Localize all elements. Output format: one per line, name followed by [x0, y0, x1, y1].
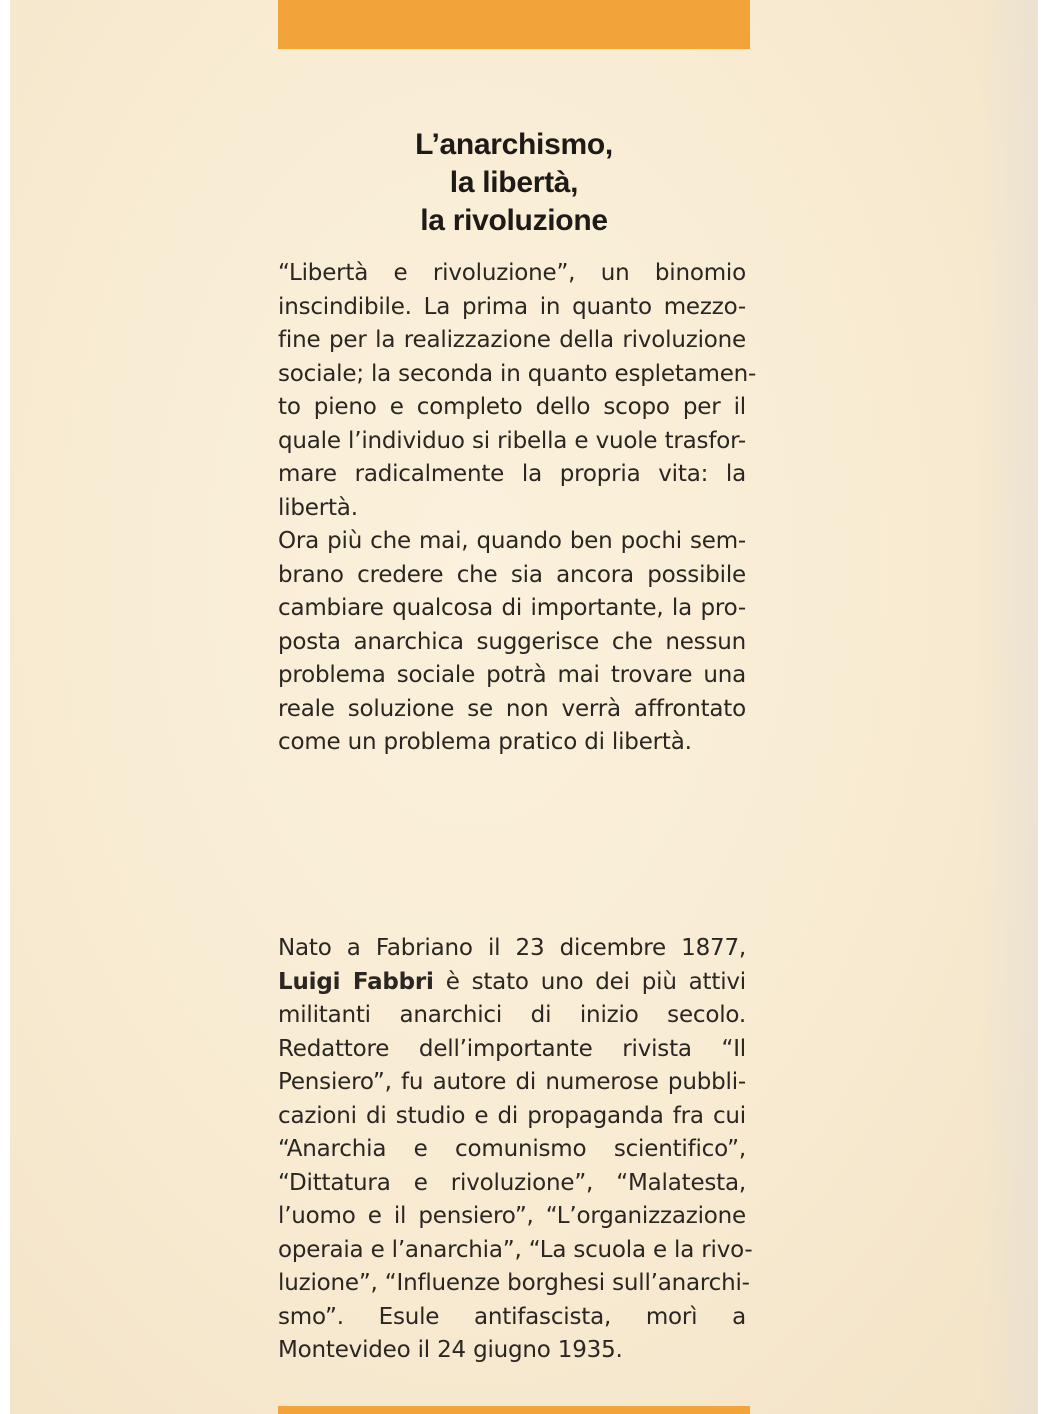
back-cover	[10, 0, 1038, 1414]
bio-line: Montevideo il 24 giugno 1935.	[278, 1337, 623, 1363]
description-line: fine per la realizzazione della rivoluzione	[278, 327, 746, 353]
title-line: la libertà,	[449, 166, 579, 199]
book-title	[278, 126, 750, 240]
author-bio	[278, 932, 753, 1368]
title-line: la rivoluzione	[420, 204, 608, 237]
description-line: mare radicalmente la propria vita: la	[278, 461, 746, 487]
bio-line: militanti anarchici di inizio secolo.	[278, 1002, 746, 1028]
author-name: Luigi Fabbri	[278, 968, 434, 995]
bio-line: Redattore dell’importante rivista “Il	[278, 1035, 746, 1062]
description-line: “Libertà e rivoluzione”, un binomio	[278, 260, 746, 286]
bio-line: Pensiero”, fu autore di numerose pubbli-	[278, 1069, 746, 1095]
description-line: posta anarchica suggerisce che nessun	[278, 628, 746, 655]
bio-line: “Dittatura e rivoluzione”, “Malatesta,	[278, 1169, 746, 1196]
description-line: Ora più che mai, quando ben pochi sem-	[278, 528, 746, 554]
description-line: to pieno e completo dello scopo per il	[278, 394, 746, 420]
bio-line: Nato a Fabriano il 23 dicembre 1877,	[278, 935, 746, 961]
scan-edge	[978, 0, 1038, 1414]
bio-line	[278, 966, 746, 1000]
bio-line: “Anarchia e comunismo scientifico”,	[278, 1136, 746, 1162]
description-line: cambiare qualcosa di importante, la pro-	[278, 595, 746, 621]
bio-line: luzione”, “Influenze borghesi sull’anarchi-	[278, 1270, 750, 1296]
bio-line: operaia e l’anarchia”, “La scuola e la rivo-	[278, 1236, 753, 1263]
bio-line-rest: è stato uno dei più attivi	[433, 968, 746, 995]
top-accent-bar	[278, 0, 750, 49]
description-line: reale soluzione se non verrà affrontato	[278, 695, 746, 722]
description-line: problema sociale potrà mai trovare una	[278, 662, 746, 688]
description-line: sociale; la seconda in quanto espletamen-	[278, 360, 757, 387]
book-description	[278, 257, 757, 760]
bio-line: l’uomo e il pensiero”, “L’organizzazione	[278, 1203, 746, 1229]
title-line: L’anarchismo,	[415, 128, 613, 161]
description-line: inscindibile. La prima in quanto mezzo-	[278, 293, 746, 320]
bio-line: cazioni di studio e di propaganda fra cui	[278, 1102, 746, 1129]
bio-line: smo”. Esule antifascista, morì a	[278, 1303, 746, 1330]
description-line: quale l’individuo si ribella e vuole trasfor-	[278, 427, 746, 454]
description-line: brano credere che sia ancora possibile	[278, 561, 746, 588]
bottom-accent-bar	[278, 1406, 750, 1414]
description-line: come un problema pratico di libertà.	[278, 729, 692, 755]
description-line: libertà.	[278, 494, 358, 521]
